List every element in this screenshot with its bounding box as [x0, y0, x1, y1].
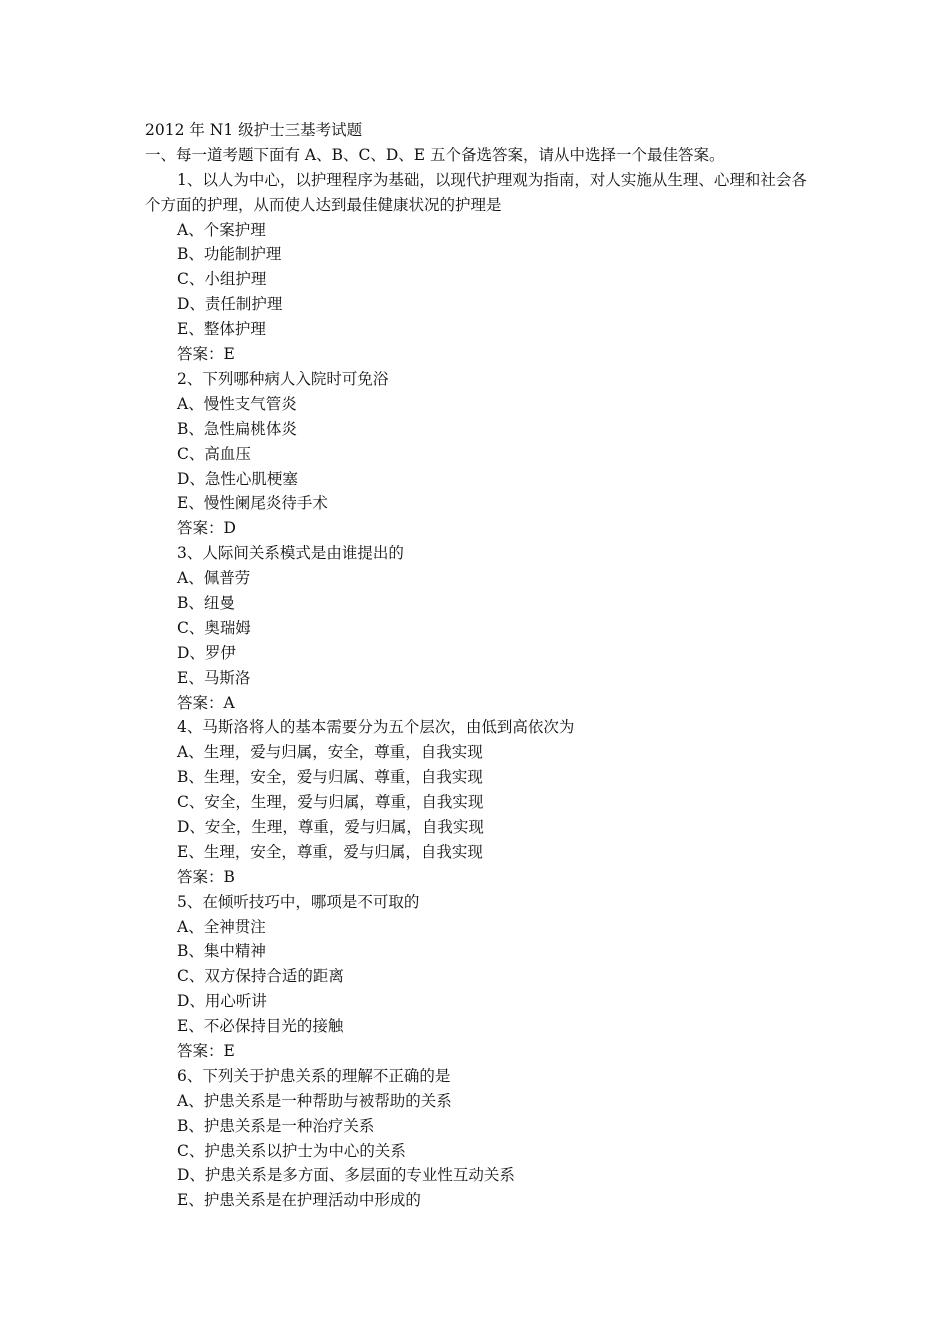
- question-stem: 2、下列哪种病人入院时可免浴: [177, 369, 389, 388]
- option-c: C、双方保持合适的距离: [177, 967, 344, 986]
- option-a: A、慢性支气管炎: [177, 394, 297, 413]
- option-e: E、马斯洛: [177, 668, 251, 687]
- answer-line: 答案：E: [177, 345, 235, 364]
- question-stem: 3、人际间关系模式是由谁提出的: [177, 544, 404, 563]
- option-c: C、奥瑞姆: [177, 618, 251, 637]
- option-e: E、慢性阑尾炎待手术: [177, 494, 328, 513]
- question-6: [145, 1064, 815, 1213]
- question-stem: 1、以人为中心，以护理程序为基础，以现代护理观为指南，对人实施从生理、心理和社会各个方面的护理，从而使人达到最佳健康状况的护理是: [145, 170, 807, 214]
- section-instruction: 一、每一道考题下面有 A、B、C、D、E 五个备选答案，请从中选择一个最佳答案。: [145, 145, 725, 164]
- option-a: A、全神贯注: [177, 917, 266, 936]
- option-b: B、功能制护理: [177, 245, 282, 264]
- option-b: B、纽曼: [177, 593, 235, 612]
- option-d: D、护患关系是多方面、多层面的专业性互动关系: [177, 1166, 515, 1185]
- option-c: C、安全，生理，爱与归属，尊重，自我实现: [177, 793, 484, 812]
- option-c: C、护患关系以护士为中心的关系: [177, 1141, 406, 1160]
- answer-line: 答案：B: [177, 867, 235, 886]
- option-d: D、罗伊: [177, 643, 236, 662]
- option-b: B、护患关系是一种治疗关系: [177, 1116, 375, 1135]
- answer-line: 答案：E: [177, 1041, 235, 1060]
- question-4: [145, 715, 815, 889]
- option-a: A、护患关系是一种帮助与被帮助的关系: [177, 1091, 452, 1110]
- option-b: B、急性扁桃体炎: [177, 419, 297, 438]
- question-5: [145, 890, 815, 1064]
- option-d: D、用心听讲: [177, 992, 267, 1011]
- option-e: E、护患关系是在护理活动中形成的: [177, 1191, 421, 1210]
- question-1: [145, 168, 815, 367]
- question-3: [145, 541, 815, 715]
- option-b: B、生理，安全，爱与归属、尊重，自我实现: [177, 768, 483, 787]
- option-c: C、高血压: [177, 444, 251, 463]
- document-title: 2012 年 N1 级护士三基考试题: [145, 121, 363, 139]
- document-page: [145, 118, 815, 1213]
- option-a: A、生理，爱与归属，安全，尊重，自我实现: [177, 743, 483, 762]
- option-d: D、责任制护理: [177, 295, 283, 314]
- question-2: [145, 367, 815, 541]
- answer-line: 答案：A: [177, 693, 235, 712]
- option-e: E、整体护理: [177, 320, 266, 339]
- option-c: C、小组护理: [177, 270, 267, 289]
- option-b: B、集中精神: [177, 942, 266, 961]
- question-stem: 6、下列关于护患关系的理解不正确的是: [177, 1066, 451, 1085]
- question-stem: 4、马斯洛将人的基本需要分为五个层次，由低到高依次为: [177, 718, 575, 737]
- option-a: A、佩普劳: [177, 569, 251, 588]
- answer-line: 答案：D: [177, 519, 236, 538]
- option-e: E、不必保持目光的接触: [177, 1017, 344, 1036]
- option-e: E、生理，安全，尊重，爱与归属，自我实现: [177, 842, 483, 861]
- option-d: D、安全，生理，尊重，爱与归属，自我实现: [177, 817, 484, 836]
- question-stem: 5、在倾听技巧中，哪项是不可取的: [177, 892, 420, 911]
- option-d: D、急性心肌梗塞: [177, 469, 298, 488]
- option-a: A、个案护理: [177, 220, 266, 239]
